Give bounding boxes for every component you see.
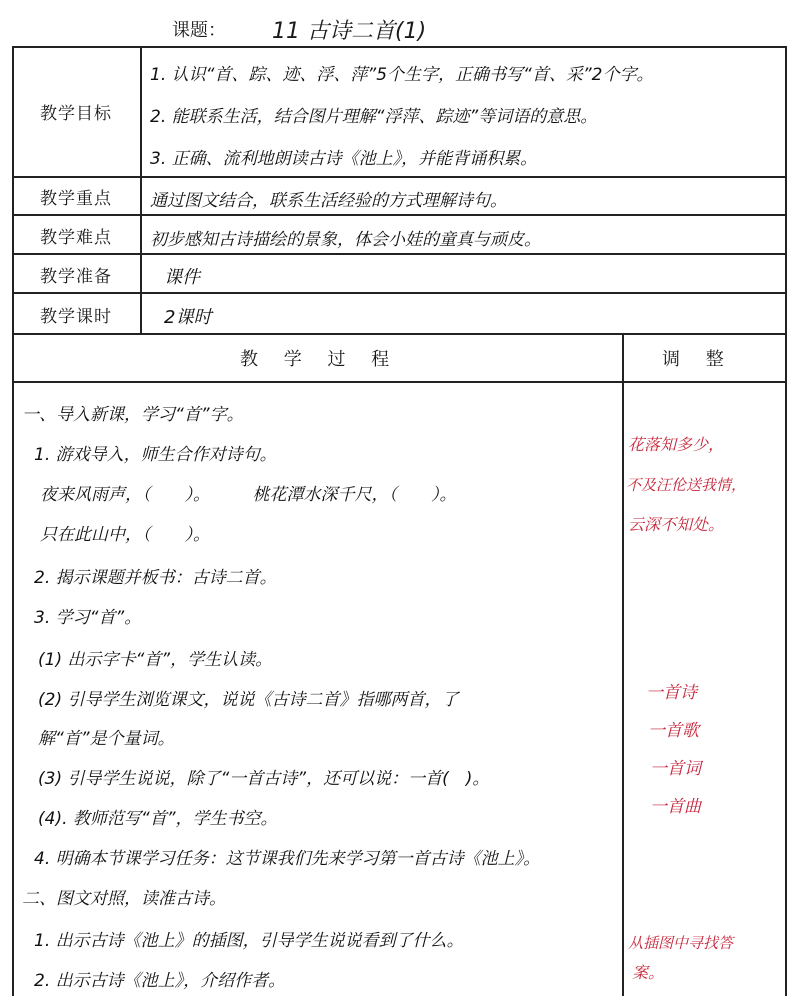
process-line: 3. 学习“首”。 <box>34 608 142 628</box>
row-divider <box>12 292 787 294</box>
adjust-note: 花落知多少， <box>628 435 725 454</box>
row-divider <box>12 46 787 48</box>
process-line: 4. 明确本节课学习任务：这节课我们先来学习第一首古诗《池上》。 <box>34 849 541 869</box>
process-line: 2. 出示古诗《池上》，介绍作者。 <box>34 971 286 991</box>
row-divider <box>12 253 787 255</box>
periods-text: 2课时 <box>164 307 212 328</box>
label-periods: 教学课时 <box>40 307 112 327</box>
label-column-divider <box>140 46 142 334</box>
process-line: (4). 教师范写“首”，学生书空。 <box>38 809 278 829</box>
process-line: 只在此山中，（ ）。 <box>40 525 210 545</box>
key-points-text: 通过图文结合，联系生活经验的方式理解诗句。 <box>150 191 507 211</box>
adjust-note: 从插图中寻找答 <box>628 934 734 952</box>
objective-line: 2. 能联系生活，结合图片理解“浮萍、踪迹”等词语的意思。 <box>150 107 598 127</box>
table-right-border <box>785 46 787 996</box>
process-line: 夜来风雨声，（ ）。 桃花潭水深千尺，（ ）。 <box>40 485 457 505</box>
process-line: (1) 出示字卡“首”，学生认读。 <box>38 650 273 670</box>
row-divider <box>12 381 787 383</box>
row-divider <box>12 333 787 335</box>
adjust-note: 一首词 <box>650 759 701 779</box>
adjust-note: 案。 <box>632 963 665 982</box>
label-difficulties: 教学难点 <box>40 228 112 248</box>
row-divider <box>12 176 787 178</box>
label-objectives: 教学目标 <box>40 104 112 124</box>
label-preparation: 教学准备 <box>40 267 112 287</box>
row-divider <box>12 214 787 216</box>
process-heading: 教 学 过 程 <box>240 349 400 370</box>
process-line: 解“首”是个量词。 <box>38 729 175 749</box>
process-line: 1. 出示古诗《池上》的插图，引导学生说说看到了什么。 <box>34 931 464 951</box>
label-key-points: 教学重点 <box>40 189 112 209</box>
topic-label: 课题： <box>172 20 226 41</box>
topic-line <box>0 14 800 48</box>
adjust-note: 一首歌 <box>648 721 699 741</box>
adjust-note: 云深不知处。 <box>628 515 725 534</box>
adjust-column-divider <box>622 334 624 996</box>
process-line: 一、导入新课，学习“首”字。 <box>22 405 244 425</box>
objective-line: 1. 认识“首、踪、迹、浮、萍”5个生字，正确书写“首、采”2个字。 <box>150 65 654 85</box>
topic-value: 11 古诗二首(1) <box>272 19 427 44</box>
process-line: 1. 游戏导入，师生合作对诗句。 <box>34 445 277 465</box>
objective-line: 3. 正确、流利地朗读古诗《池上》，并能背诵积累。 <box>150 149 538 169</box>
adjust-note: 一首曲 <box>650 797 701 817</box>
process-line: (2) 引导学生浏览课文，说说《古诗二首》指哪两首，了 <box>38 690 459 710</box>
process-line: 2. 揭示课题并板书：古诗二首。 <box>34 568 277 588</box>
adjust-note: 一首诗 <box>646 683 697 703</box>
adjust-note: 不及汪伦送我情， <box>626 476 747 494</box>
preparation-text: 课件 <box>164 267 200 288</box>
process-line: 二、图文对照，读准古诗。 <box>22 889 226 909</box>
process-line: (3) 引导学生说说，除了“一首古诗”，还可以说：一首( )。 <box>38 769 490 789</box>
difficulties-text: 初步感知古诗描绘的景象，体会小娃的童真与顽皮。 <box>150 230 541 250</box>
adjust-heading: 调 整 <box>662 349 734 370</box>
